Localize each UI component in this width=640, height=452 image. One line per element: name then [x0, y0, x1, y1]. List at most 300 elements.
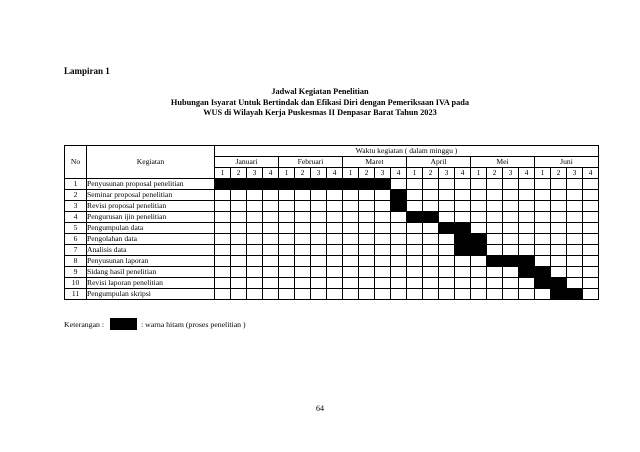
week-cell	[327, 267, 343, 278]
week-cell	[247, 245, 263, 256]
week-cell	[567, 190, 583, 201]
week-header: 2	[423, 168, 439, 179]
week-cell	[567, 234, 583, 245]
week-cell	[231, 278, 247, 289]
week-cell	[567, 256, 583, 267]
week-cell	[295, 234, 311, 245]
week-cell	[247, 190, 263, 201]
week-header: 4	[391, 168, 407, 179]
week-cell	[263, 234, 279, 245]
activity-name: Seminar proposal penelitian	[87, 190, 215, 201]
legend-label: Keterangan :	[64, 319, 105, 329]
week-cell	[535, 201, 551, 212]
appendix-label: Lampiran 1	[64, 66, 110, 76]
week-cell	[279, 223, 295, 234]
week-cell	[439, 245, 455, 256]
page-number: 64	[316, 404, 324, 413]
week-cell	[263, 212, 279, 223]
table-row	[65, 212, 599, 223]
week-cell	[279, 267, 295, 278]
week-cell	[247, 256, 263, 267]
week-cell	[231, 223, 247, 234]
week-cell	[423, 267, 439, 278]
week-header: 2	[295, 168, 311, 179]
week-cell	[359, 234, 375, 245]
week-cell	[279, 278, 295, 289]
title-line-1: Jadwal Kegiatan Penelitian	[271, 87, 369, 96]
week-cell	[583, 267, 599, 278]
legend-text: : warna hitam (proses penelitian )	[141, 319, 246, 329]
week-cell	[535, 179, 551, 190]
week-cell	[439, 234, 455, 245]
week-cell	[343, 223, 359, 234]
week-cell	[215, 223, 231, 234]
row-number: 11	[65, 289, 87, 300]
week-header: 2	[551, 168, 567, 179]
week-cell	[327, 212, 343, 223]
week-cell-filled	[535, 278, 551, 289]
week-cell-filled	[391, 201, 407, 212]
week-cell	[455, 190, 471, 201]
week-cell-filled	[471, 245, 487, 256]
week-cell	[439, 256, 455, 267]
week-cell	[391, 234, 407, 245]
week-cell	[487, 190, 503, 201]
week-cell	[471, 267, 487, 278]
week-cell	[519, 212, 535, 223]
week-cell	[231, 234, 247, 245]
week-cell-filled	[519, 267, 535, 278]
week-cell	[231, 256, 247, 267]
week-cell	[295, 245, 311, 256]
activity-name: Revisi laporan penelitian	[87, 278, 215, 289]
week-cell	[439, 267, 455, 278]
week-header: 4	[327, 168, 343, 179]
week-cell-filled	[471, 234, 487, 245]
week-cell	[215, 267, 231, 278]
week-cell	[279, 289, 295, 300]
week-cell-filled	[391, 190, 407, 201]
week-cell	[583, 234, 599, 245]
week-cell	[359, 212, 375, 223]
week-cell	[391, 256, 407, 267]
week-cell	[567, 267, 583, 278]
week-cell-filled	[295, 179, 311, 190]
header-time: Waktu kegiatan ( dalam minggu )	[215, 146, 599, 157]
week-cell	[391, 278, 407, 289]
week-cell	[231, 289, 247, 300]
week-cell	[519, 223, 535, 234]
week-cell	[503, 201, 519, 212]
week-header: 2	[359, 168, 375, 179]
week-cell	[231, 201, 247, 212]
week-cell	[327, 245, 343, 256]
week-cell	[535, 289, 551, 300]
week-cell-filled	[231, 179, 247, 190]
week-cell	[247, 223, 263, 234]
week-cell	[551, 179, 567, 190]
week-cell	[295, 190, 311, 201]
week-cell	[567, 201, 583, 212]
week-cell	[375, 201, 391, 212]
legend-black-box	[110, 318, 137, 330]
table-row	[65, 179, 599, 190]
week-cell	[407, 223, 423, 234]
week-cell	[583, 201, 599, 212]
week-cell	[455, 201, 471, 212]
week-cell	[359, 256, 375, 267]
week-cell	[519, 278, 535, 289]
week-header: 1	[215, 168, 231, 179]
week-cell	[359, 223, 375, 234]
week-cell	[375, 289, 391, 300]
week-cell	[247, 234, 263, 245]
activity-name: Penyusunan laporan	[87, 256, 215, 267]
row-number: 6	[65, 234, 87, 245]
week-cell	[247, 267, 263, 278]
week-cell	[343, 190, 359, 201]
week-cell	[375, 245, 391, 256]
week-cell	[583, 223, 599, 234]
week-cell	[327, 201, 343, 212]
week-cell	[583, 278, 599, 289]
week-cell	[583, 190, 599, 201]
week-cell	[311, 267, 327, 278]
week-cell	[263, 190, 279, 201]
week-cell	[487, 289, 503, 300]
week-cell	[503, 289, 519, 300]
table-row	[65, 190, 599, 201]
header-no: No	[65, 146, 87, 179]
week-cell	[503, 245, 519, 256]
week-cell	[343, 289, 359, 300]
week-cell	[439, 179, 455, 190]
week-cell	[391, 212, 407, 223]
row-number: 1	[65, 179, 87, 190]
week-cell	[423, 278, 439, 289]
week-cell	[231, 212, 247, 223]
week-header: 3	[503, 168, 519, 179]
week-cell	[583, 245, 599, 256]
week-cell	[519, 289, 535, 300]
week-cell	[279, 212, 295, 223]
week-cell	[215, 201, 231, 212]
week-cell	[247, 278, 263, 289]
week-header: 4	[455, 168, 471, 179]
week-cell	[423, 223, 439, 234]
activity-name: Revisi proposal penelitian	[87, 201, 215, 212]
week-cell	[583, 289, 599, 300]
week-cell	[391, 289, 407, 300]
week-cell	[551, 201, 567, 212]
week-cell-filled	[519, 256, 535, 267]
week-cell	[439, 201, 455, 212]
header-row-1	[65, 146, 599, 157]
week-cell	[423, 289, 439, 300]
week-cell	[407, 234, 423, 245]
week-cell-filled	[311, 179, 327, 190]
document-title	[0, 87, 640, 119]
week-cell	[519, 234, 535, 245]
week-cell	[231, 267, 247, 278]
table-row	[65, 201, 599, 212]
table-row	[65, 278, 599, 289]
week-cell	[231, 190, 247, 201]
week-cell	[263, 278, 279, 289]
week-cell	[407, 267, 423, 278]
week-cell	[487, 201, 503, 212]
week-cell	[327, 256, 343, 267]
week-cell	[311, 201, 327, 212]
row-number: 3	[65, 201, 87, 212]
month-header: Juni	[535, 157, 599, 168]
week-cell-filled	[455, 245, 471, 256]
week-cell	[263, 289, 279, 300]
week-cell	[295, 212, 311, 223]
week-cell	[215, 190, 231, 201]
week-cell	[503, 212, 519, 223]
week-cell	[439, 212, 455, 223]
week-cell	[327, 223, 343, 234]
week-cell	[295, 278, 311, 289]
week-cell	[567, 223, 583, 234]
week-cell	[375, 190, 391, 201]
legend	[64, 318, 246, 330]
week-cell	[503, 190, 519, 201]
week-cell	[391, 245, 407, 256]
week-cell	[375, 278, 391, 289]
week-cell-filled	[567, 289, 583, 300]
row-number: 10	[65, 278, 87, 289]
week-cell	[471, 223, 487, 234]
week-cell	[471, 212, 487, 223]
week-cell	[535, 212, 551, 223]
week-cell	[215, 234, 231, 245]
week-header: 3	[247, 168, 263, 179]
week-cell	[215, 245, 231, 256]
week-cell	[583, 256, 599, 267]
week-cell-filled	[439, 223, 455, 234]
week-cell	[455, 289, 471, 300]
week-cell	[327, 190, 343, 201]
week-cell	[311, 234, 327, 245]
week-cell	[279, 190, 295, 201]
week-cell	[455, 212, 471, 223]
week-cell	[295, 223, 311, 234]
week-cell	[487, 179, 503, 190]
week-cell	[343, 201, 359, 212]
week-cell-filled	[455, 234, 471, 245]
week-cell	[215, 289, 231, 300]
week-cell	[407, 289, 423, 300]
week-cell	[519, 245, 535, 256]
week-cell-filled	[359, 179, 375, 190]
week-cell	[247, 201, 263, 212]
week-cell	[407, 179, 423, 190]
week-cell	[551, 256, 567, 267]
week-cell	[487, 245, 503, 256]
week-cell-filled	[215, 179, 231, 190]
month-header: Februari	[279, 157, 343, 168]
week-cell	[407, 190, 423, 201]
week-cell	[311, 223, 327, 234]
week-cell	[263, 223, 279, 234]
month-header: Januari	[215, 157, 279, 168]
week-cell	[295, 289, 311, 300]
week-cell-filled	[375, 179, 391, 190]
week-cell	[263, 201, 279, 212]
week-cell	[311, 245, 327, 256]
week-header: 1	[279, 168, 295, 179]
week-cell	[407, 245, 423, 256]
week-cell	[295, 201, 311, 212]
week-cell	[551, 267, 567, 278]
week-cell	[455, 179, 471, 190]
week-cell	[359, 190, 375, 201]
week-header: 1	[535, 168, 551, 179]
week-cell	[375, 234, 391, 245]
week-cell	[503, 278, 519, 289]
row-number: 4	[65, 212, 87, 223]
week-cell	[583, 179, 599, 190]
row-number: 5	[65, 223, 87, 234]
month-header: Maret	[343, 157, 407, 168]
week-header: 2	[487, 168, 503, 179]
table-row	[65, 234, 599, 245]
week-cell	[375, 267, 391, 278]
week-cell	[423, 245, 439, 256]
week-cell	[455, 256, 471, 267]
week-cell	[359, 278, 375, 289]
week-cell-filled	[247, 179, 263, 190]
header-activity: Kegiatan	[87, 146, 215, 179]
table-row	[65, 256, 599, 267]
week-cell	[423, 234, 439, 245]
week-cell	[343, 234, 359, 245]
month-header: April	[407, 157, 471, 168]
week-cell-filled	[407, 212, 423, 223]
week-cell	[551, 223, 567, 234]
week-cell	[551, 190, 567, 201]
week-cell	[423, 201, 439, 212]
week-cell	[375, 256, 391, 267]
week-cell	[423, 256, 439, 267]
activity-name: Penyusunan proposal penelitian	[87, 179, 215, 190]
week-cell	[487, 267, 503, 278]
week-cell	[535, 234, 551, 245]
table-row	[65, 245, 599, 256]
week-cell-filled	[279, 179, 295, 190]
week-cell	[391, 179, 407, 190]
week-cell	[311, 212, 327, 223]
week-cell	[215, 212, 231, 223]
week-cell	[391, 223, 407, 234]
week-cell	[343, 212, 359, 223]
week-cell	[487, 212, 503, 223]
week-cell	[407, 278, 423, 289]
week-cell-filled	[551, 289, 567, 300]
week-cell	[487, 234, 503, 245]
week-cell	[327, 289, 343, 300]
week-cell	[535, 223, 551, 234]
week-cell	[471, 256, 487, 267]
table-row	[65, 223, 599, 234]
week-cell	[535, 256, 551, 267]
week-cell	[503, 223, 519, 234]
week-header: 4	[519, 168, 535, 179]
week-cell-filled	[423, 212, 439, 223]
month-header: Mei	[471, 157, 535, 168]
week-cell	[327, 278, 343, 289]
activity-name: Pengurusan ijin penelitian	[87, 212, 215, 223]
week-header: 3	[375, 168, 391, 179]
week-cell	[471, 278, 487, 289]
week-cell	[535, 245, 551, 256]
week-cell	[439, 278, 455, 289]
week-cell	[503, 267, 519, 278]
week-cell	[391, 267, 407, 278]
week-cell-filled	[327, 179, 343, 190]
week-cell	[551, 212, 567, 223]
week-header: 1	[343, 168, 359, 179]
week-header: 3	[567, 168, 583, 179]
table-row	[65, 289, 599, 300]
row-number: 2	[65, 190, 87, 201]
table-row	[65, 267, 599, 278]
week-cell-filled	[263, 179, 279, 190]
week-cell	[279, 201, 295, 212]
week-cell	[567, 212, 583, 223]
week-cell	[567, 278, 583, 289]
week-cell	[471, 201, 487, 212]
week-cell	[247, 289, 263, 300]
week-cell	[375, 223, 391, 234]
week-cell	[263, 245, 279, 256]
week-cell	[519, 190, 535, 201]
title-line-2: Hubungan Isyarat Untuk Bertindak dan Efikasi Diri dengan Pemeriksaan IVA pada	[170, 97, 470, 107]
week-cell	[439, 190, 455, 201]
week-cell	[343, 245, 359, 256]
week-cell	[471, 289, 487, 300]
week-cell	[231, 245, 247, 256]
week-cell	[263, 267, 279, 278]
week-cell-filled	[503, 256, 519, 267]
row-number: 7	[65, 245, 87, 256]
week-cell	[263, 256, 279, 267]
schedule-table	[64, 145, 599, 300]
week-cell	[247, 212, 263, 223]
row-number: 9	[65, 267, 87, 278]
week-cell	[455, 267, 471, 278]
week-cell	[215, 256, 231, 267]
week-header: 4	[583, 168, 599, 179]
week-cell	[279, 256, 295, 267]
week-cell	[423, 190, 439, 201]
week-cell	[487, 278, 503, 289]
week-cell	[311, 256, 327, 267]
activity-name: Pengolahan data	[87, 234, 215, 245]
week-cell	[343, 278, 359, 289]
week-cell-filled	[487, 256, 503, 267]
week-cell	[583, 212, 599, 223]
week-cell	[279, 234, 295, 245]
week-cell-filled	[455, 223, 471, 234]
week-cell	[471, 190, 487, 201]
week-cell	[359, 267, 375, 278]
week-cell	[295, 267, 311, 278]
week-header: 1	[471, 168, 487, 179]
week-cell	[279, 245, 295, 256]
